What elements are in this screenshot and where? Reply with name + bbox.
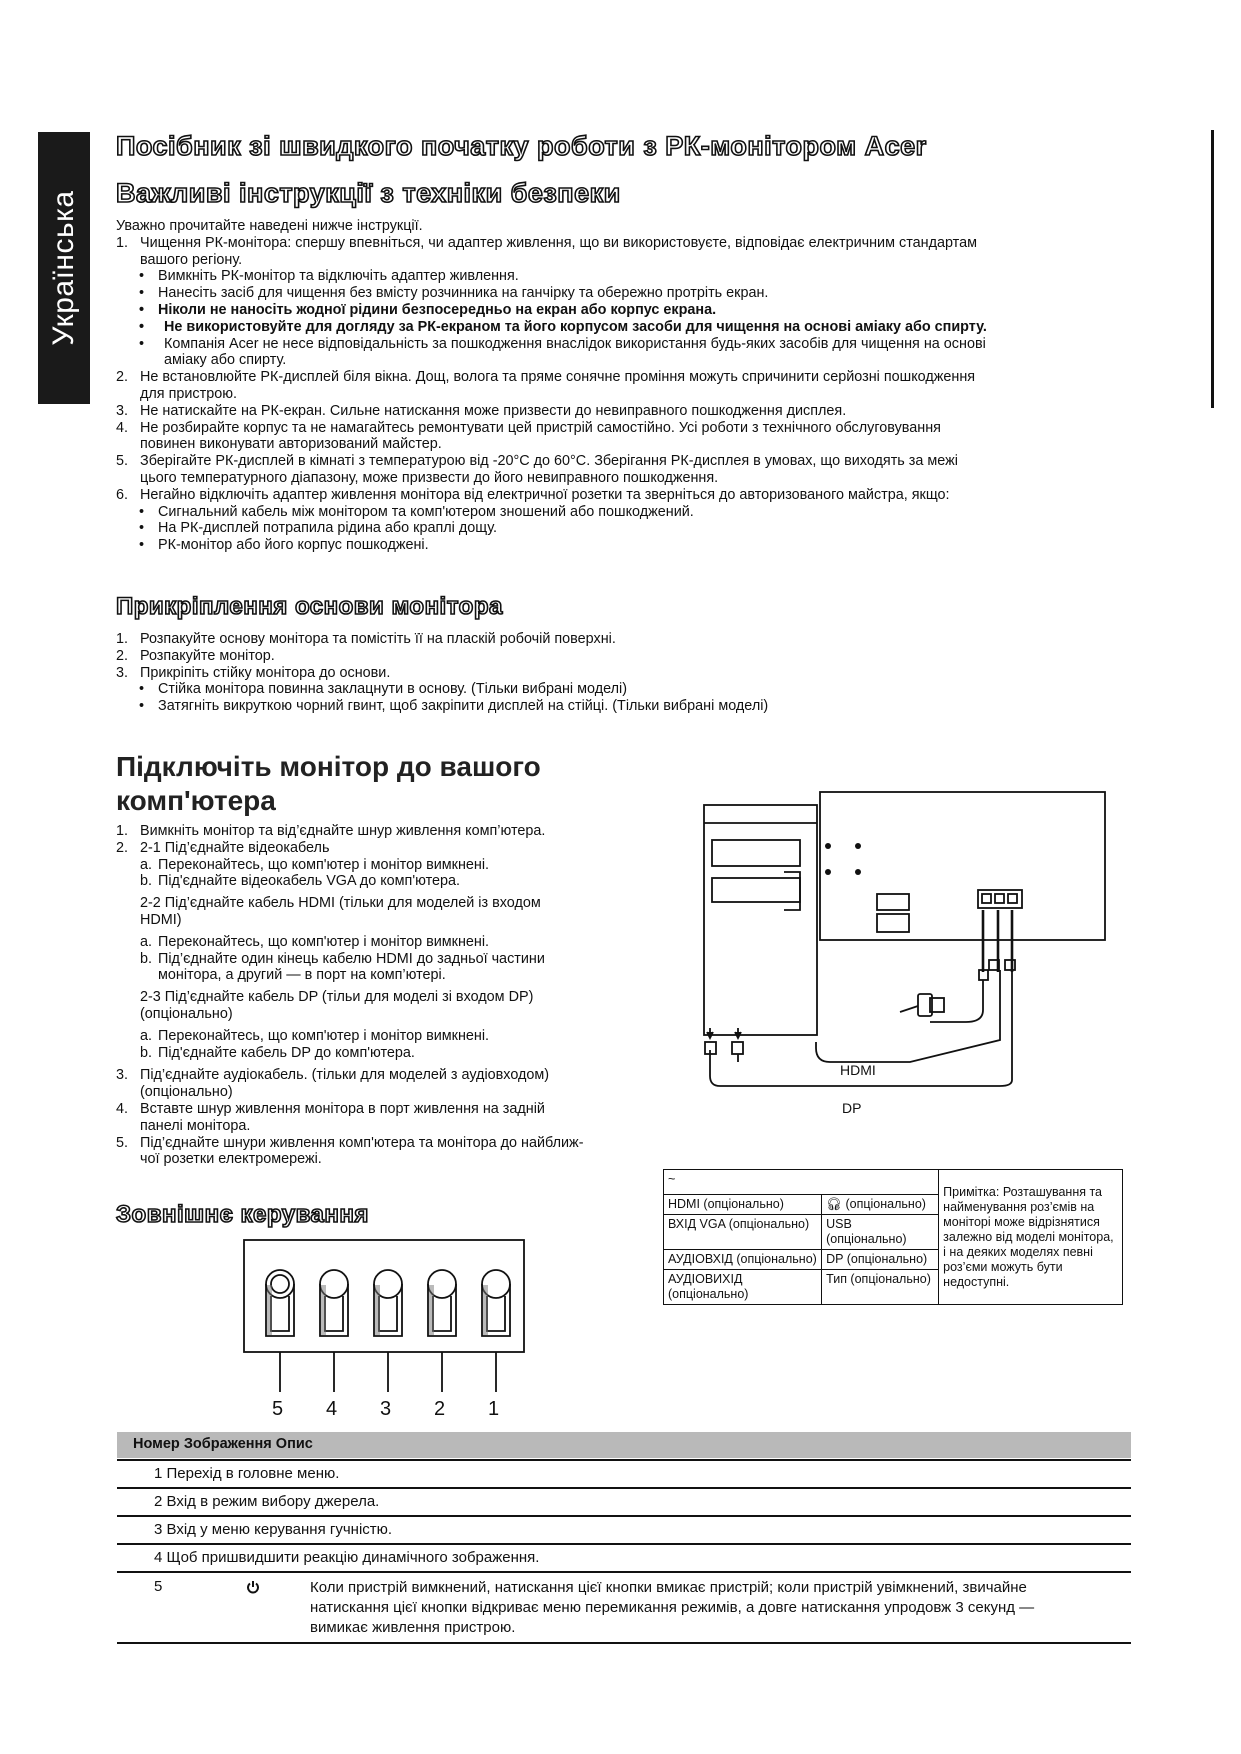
divider xyxy=(117,1642,1131,1644)
list-item: 3. Прикріпіть стійку монітора до основи. xyxy=(116,664,391,681)
list-item: • Не використовуйте для догляду за РК-екраном та його корпусом засоби для чищення на основі аміаку або спирту. xyxy=(139,318,987,335)
ports-table xyxy=(663,1169,1123,1305)
list-item: • На РК-дисплей потрапила рідина або краплі дощу. xyxy=(139,520,498,537)
button-number: 4 xyxy=(326,1398,338,1420)
list-item: 1. Розпакуйте основу монітора та помістіть її на пласкій робочій поверхні. xyxy=(116,631,616,647)
button-number: 2 xyxy=(434,1398,446,1420)
power-icon xyxy=(246,1580,260,1594)
list-item-cont: панелі монітора. xyxy=(140,1117,251,1134)
list-item: 1. Вимкніть монітор та від’єднайте шнур живлення комп’ютера. xyxy=(116,823,546,839)
button-number: 1 xyxy=(488,1398,500,1420)
divider xyxy=(117,1543,1131,1545)
button-number: 3 xyxy=(380,1398,392,1420)
list-item-cont: (опціонально) xyxy=(140,1005,233,1022)
button-table-header-label: Номер Зображення Опис xyxy=(133,1436,313,1452)
dp-label: DP xyxy=(842,1100,862,1116)
list-item-cont: HDMI) xyxy=(140,911,182,928)
list-item: 4. Не розбирайте корпус та не намагайтесь ремонтувати цей пристрій самостійно. Усі роботи з технічного обслуговування xyxy=(116,419,941,436)
divider xyxy=(117,1487,1131,1489)
list-item: • Затягніть викруткою чорний гвинт, щоб закріпити дисплей на стійці. (Тільки вибрані моделі) xyxy=(139,698,769,715)
port-cell: ВХІД VGA (опціонально) xyxy=(664,1215,822,1250)
table-row: 2 Вхід в режим вибору джерела. xyxy=(154,1493,380,1510)
list-item: 2. 2-1 Під’єднайте відеокабель xyxy=(116,839,330,856)
base-section xyxy=(116,631,1126,715)
table-row-description: Коли пристрій вимкнений, натискання цієї кнопки вмикає пристрій; коли пристрій увімкнений, звичайне натискання цієї кнопки відкриває меню перемикання режимів, а довге натискання упродовж 3 секунд — вимикає живлення пристрою. xyxy=(310,1579,1035,1636)
list-item-cont: монітора, а другий — в порт на комп’ютері. xyxy=(158,967,446,984)
ports-note: Примітка: Розташування та найменування роз’ємів на моніторі може відрізнятися залежно від моделі монітора, і на деяких моделях певні роз’єми можуть бути недоступні. xyxy=(939,1170,1123,1305)
list-item: a. Переконайтесь, що комп'ютер і монітор вимкнені. xyxy=(140,933,490,950)
list-item: 5. Під’єднайте шнури живлення комп'ютера та монітора до найближ- xyxy=(116,1134,584,1151)
connect-heading-line2: комп'ютера xyxy=(116,785,276,816)
port-cell: АУДІОВХІД (опціонально) xyxy=(664,1250,822,1270)
table-row: 3 Вхід у меню керування гучністю. xyxy=(154,1521,393,1538)
list-item: • Вимкніть РК-монітор та відключіть адаптер живлення. xyxy=(139,268,519,285)
port-cell: HDMI (опціонально) xyxy=(664,1195,822,1215)
page-title: Посібник зі швидкого початку роботи з РК-монітором Acer xyxy=(116,131,927,161)
ports-top-cell: ~ xyxy=(664,1170,939,1195)
list-item: 4. Вставте шнур живлення монітора в порт живлення на задній xyxy=(116,1100,545,1117)
safety-heading: Важливі інструкції з техніки безпеки xyxy=(116,178,621,208)
list-item-cont: аміаку або спирту. xyxy=(164,352,287,369)
connection-diagram xyxy=(690,780,1130,1120)
list-item: 1. Чищення РК-монітора: спершу впевніться, чи адаптер живлення, що ви використовуєте, відповідає електричним стандартам xyxy=(116,234,977,251)
list-item: 3. Під’єднайте аудіокабель. (тільки для моделей з аудіовходом) xyxy=(116,1067,550,1084)
hdmi-label: HDMI xyxy=(840,1062,876,1078)
list-item: • Нанесіть засіб для чищення без вмісту розчинника на ганчірку та обережно протріть екран. xyxy=(139,285,769,302)
connect-heading-line1: Підключіть монітор до вашого xyxy=(116,751,541,782)
safety-intro: Уважно прочитайте наведені нижче інструкції. xyxy=(116,218,423,234)
list-item-cont: цього температурного діапазону, може призвести до його невиправного пошкодження. xyxy=(140,469,719,486)
list-item: • РК-монітор або його корпус пошкоджені. xyxy=(139,537,429,554)
margin-rule xyxy=(1211,130,1214,408)
port-cell: DP (опціонально) xyxy=(822,1250,939,1270)
control-numbers xyxy=(272,1398,512,1420)
port-cell: USB (опціонально) xyxy=(822,1215,939,1250)
list-item: 2. Не встановлюйте РК-дисплей біля вікна. Дощ, волога та пряме сонячне проміння можуть спричинити серйозні пошкодження xyxy=(116,369,976,386)
list-item: a. Переконайтесь, що комп'ютер і монітор вимкнені. xyxy=(140,856,490,873)
monitor xyxy=(820,792,1105,940)
list-item: 2-2 Під’єднайте кабель HDMI (тільки для моделей із входом xyxy=(140,895,541,912)
list-item: • Сигнальний кабель між монітором та комп'ютером зношений або пошкоджений. xyxy=(139,503,694,520)
list-item: • Ніколи не наносіть жодної рідини безпосередньо на екран або корпус екрана. xyxy=(139,301,717,318)
divider xyxy=(117,1571,1131,1573)
list-item: b. Під'єднайте відеокабель VGA до комп'ютера. xyxy=(140,873,461,890)
list-item: 5. Зберігайте РК-дисплей в кімнаті з температурою від -20°C до 60°C. Зберігання РК-дисплея в умовах, що виходять за межі xyxy=(116,453,958,470)
divider xyxy=(117,1459,1131,1461)
list-item: 6. Негайно відключіть адаптер живлення монітора від електричної розетки та зверніться до авторизованого майстра, якщо: xyxy=(116,486,950,503)
button-number: 5 xyxy=(272,1398,284,1420)
list-item: b. Під'єднайте кабель DP до комп'ютера. xyxy=(140,1044,415,1061)
port-cell: 🎧︎ (опціонально) xyxy=(822,1195,939,1215)
list-item-cont: (опціонально) xyxy=(140,1084,233,1101)
control-buttons-diagram xyxy=(240,1236,530,1416)
list-item-cont: чої розетки електромережі. xyxy=(140,1151,322,1168)
language-tab xyxy=(38,132,90,404)
list-item: 2-3 Під’єднайте кабель DP (тільи для моделі зі входом DP) xyxy=(140,989,534,1006)
table-row: 1 Перехід в головне меню. xyxy=(154,1465,340,1482)
language-tab-label: Українська xyxy=(47,190,80,346)
port-cell: Тип (опціонально) xyxy=(822,1270,939,1305)
list-item: • Компанія Acer не несе відповідальність за пошкодження внаслідок використання будь-яких засобів для чищення на основі xyxy=(139,335,986,352)
external-heading: Зовнішнє керування xyxy=(116,1201,369,1228)
table-row-number: 5 xyxy=(154,1578,163,1595)
monitor-port-panel xyxy=(978,890,1022,908)
list-item: a. Переконайтесь, що комп'ютер і монітор вимкнені. xyxy=(140,1027,490,1044)
list-item: 3. Не натискайте на РК-екран. Сильне натискання може призвести до невиправного пошкодження дисплея. xyxy=(116,402,847,419)
base-heading: Прикріплення основи монітора xyxy=(116,593,503,620)
list-item-cont: вашого регіону. xyxy=(140,251,243,268)
button-table-header xyxy=(117,1432,1131,1458)
list-item: b. Під’єднайте один кінець кабелю HDMI до задньої частини xyxy=(140,950,545,967)
list-item: • Стійка монітора повинна заклацнути в основу. (Тільки вибрані моделі) xyxy=(139,681,628,698)
divider xyxy=(117,1515,1131,1517)
connect-section xyxy=(116,823,676,1168)
table-row: 4 Щоб пришвидшити реакцію динамічного зображення. xyxy=(154,1549,540,1566)
port-cell: АУДІОВИХІД (опціонально) xyxy=(664,1270,822,1305)
list-item-cont: повинен виконувати авторизований майстер. xyxy=(140,436,442,453)
connect-heading xyxy=(116,750,541,818)
headphone-icon: 🎧︎ xyxy=(826,1197,842,1211)
list-item: 2. Розпакуйте монітор. xyxy=(116,647,275,664)
list-item-cont: для пристрою. xyxy=(140,385,238,402)
safety-section xyxy=(116,218,1126,554)
